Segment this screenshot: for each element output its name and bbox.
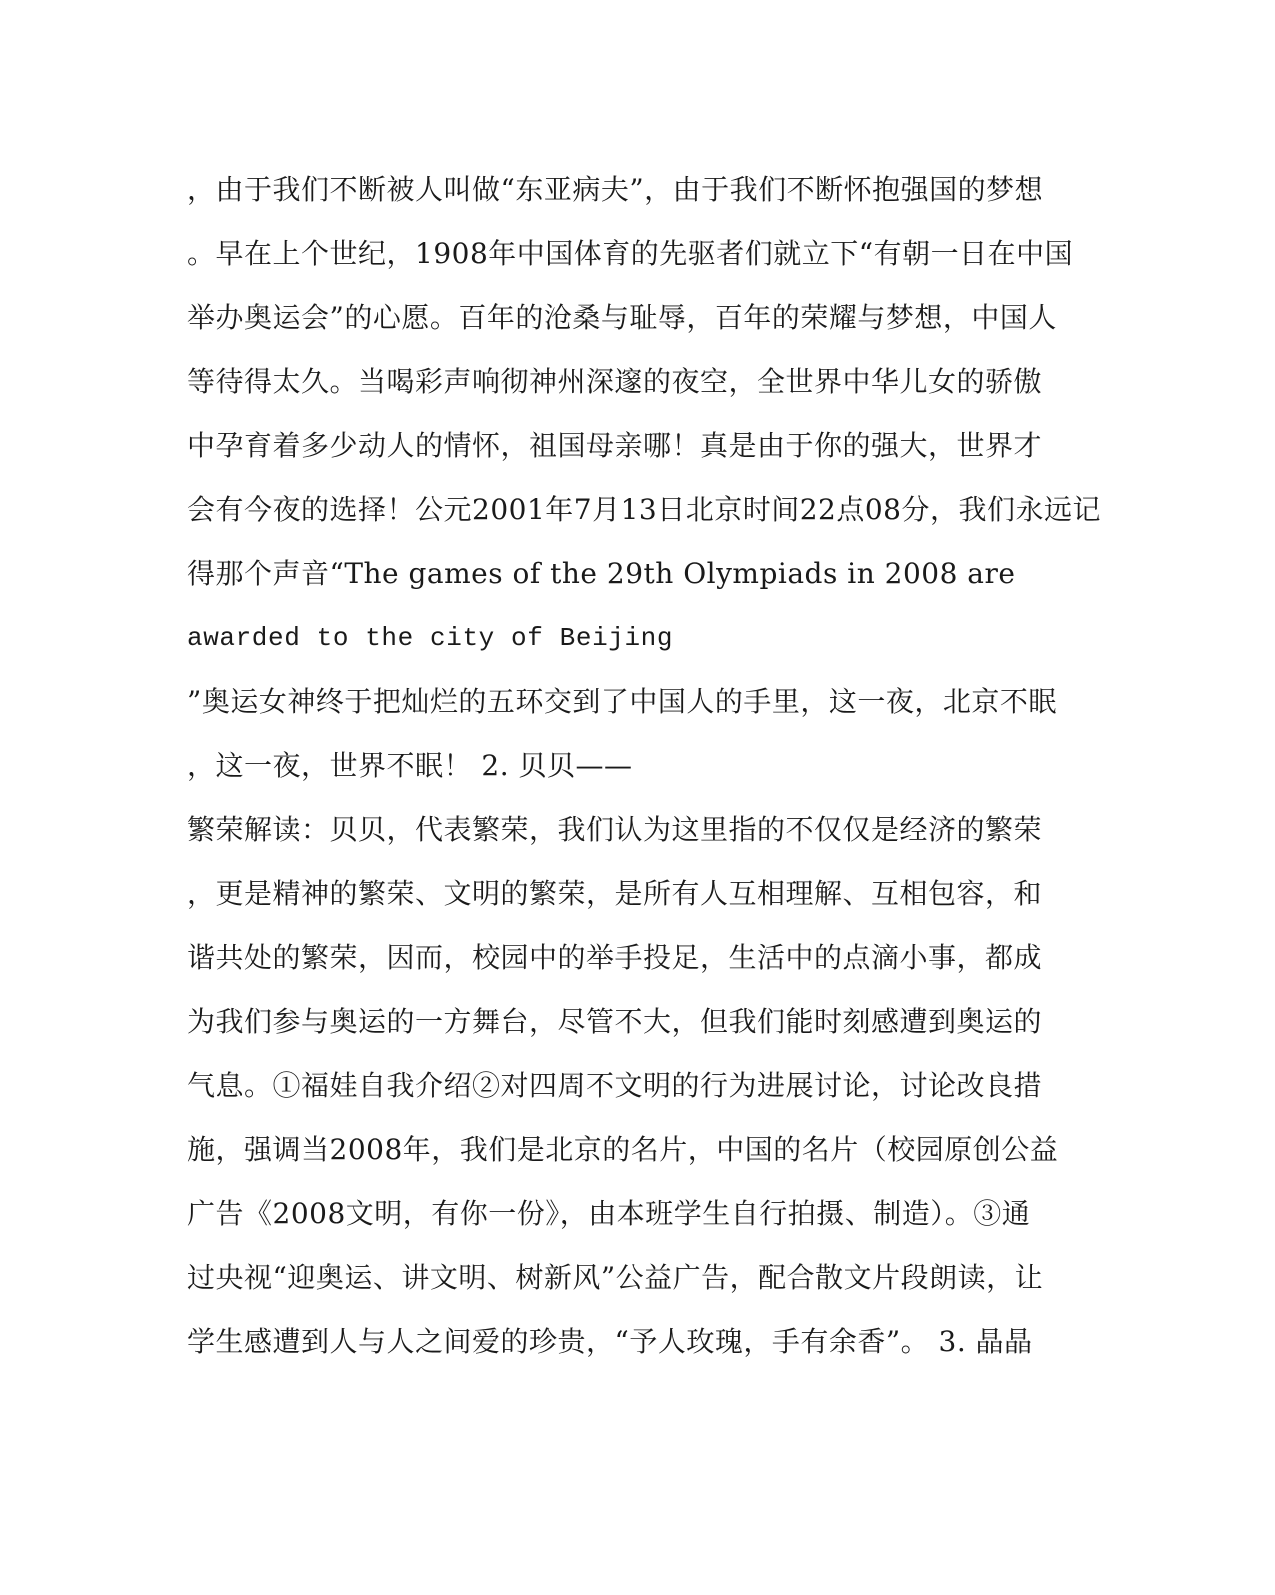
text-line: awarded to the city of Beijing: [187, 623, 674, 653]
text-line: 等待得太久。当喝彩声响彻神州深邃的夜空，全世界中华儿女的骄傲: [187, 365, 1043, 398]
text-line: 广告《2008文明，有你一份》，由本班学生自行拍摄、制造）。③通: [187, 1197, 1031, 1230]
text-line: 过央视“迎奥运、讲文明、树新风”公益广告，配合散文片段朗读，让: [187, 1261, 1044, 1294]
text-line: ，由于我们不断被人叫做“东亚病夫”，由于我们不断怀抱强国的梦想: [187, 173, 1044, 206]
body-text: [187, 158, 1101, 1374]
text-line: 。早在上个世纪，1908年中国体育的先驱者们就立下“有朝一日在中国: [187, 237, 1074, 270]
text-line: ”奥运女神终于把灿烂的五环交到了中国人的手里，这一夜，北京不眠: [187, 685, 1057, 718]
text-line: ，更是精神的繁荣、文明的繁荣，是所有人互相理解、互相包容，和: [187, 877, 1043, 910]
text-line: 得那个声音“The games of the 29th Olympiads in 2008 are: [187, 557, 1016, 590]
text-line: 举办奥运会”的心愿。百年的沧桑与耻辱，百年的荣耀与梦想，中国人: [187, 301, 1057, 334]
text-line: ，这一夜，世界不眠！ 2. 贝贝——: [187, 749, 633, 782]
text-line: 施，强调当2008年，我们是北京的名片，中国的名片（校园原创公益: [187, 1133, 1059, 1166]
text-line: 会有今夜的选择！公元2001年7月13日北京时间22点08分，我们永远记: [187, 493, 1101, 526]
text-line: 谐共处的繁荣，因而，校园中的举手投足，生活中的点滴小事，都成: [187, 941, 1043, 974]
text-line: 繁荣解读：贝贝，代表繁荣，我们认为这里指的不仅仅是经济的繁荣: [187, 813, 1043, 846]
text-line: 为我们参与奥运的一方舞台，尽管不大，但我们能时刻感遭到奥运的: [187, 1005, 1043, 1038]
text-line: 中孕育着多少动人的情怀，祖国母亲哪！真是由于你的强大，世界才: [187, 429, 1043, 462]
text-line: 气息。①福娃自我介绍②对四周不文明的行为进展讨论，讨论改良措: [187, 1069, 1043, 1102]
text-line: 学生感遭到人与人之间爱的珍贵，“予人玫瑰，手有余香”。 3. 晶晶: [187, 1325, 1033, 1358]
